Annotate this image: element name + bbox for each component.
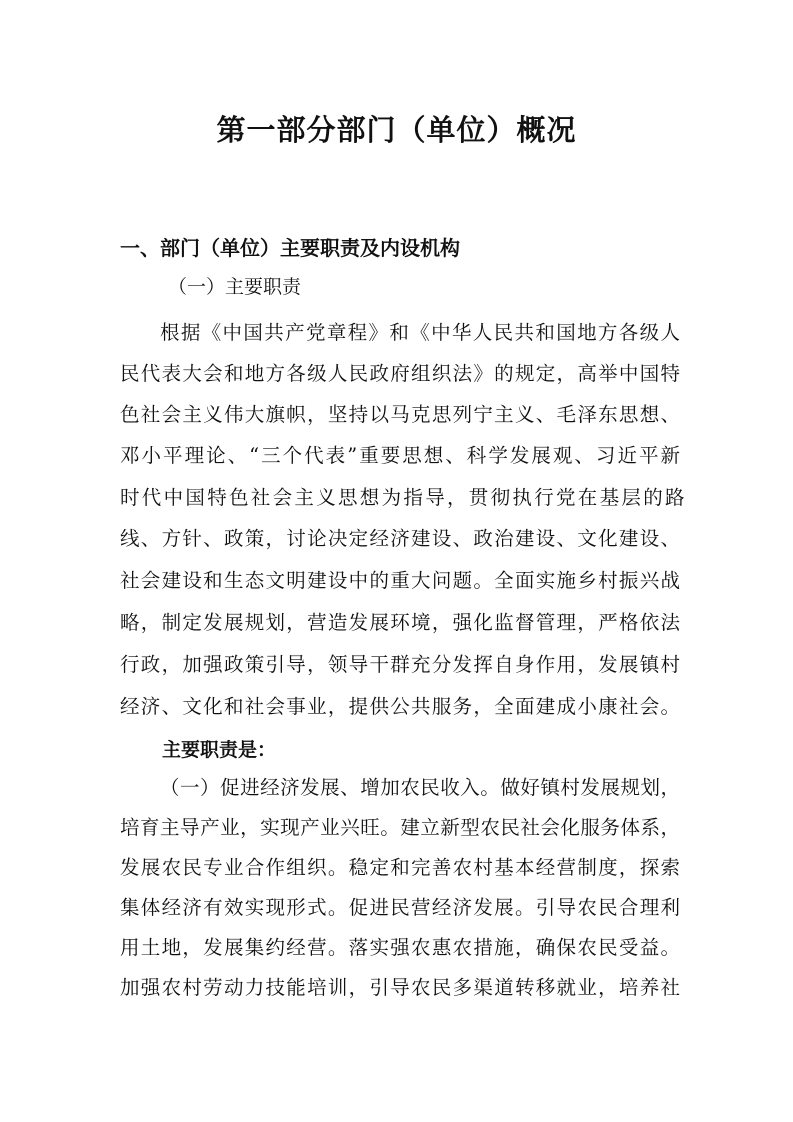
paragraph-line: 行政，加强政策引导，领导干群充分发挥自身作用，发展镇村 — [120, 653, 680, 676]
paragraph-line: 培育主导产业，实现产业兴旺。建立新型农民社会化服务体系， — [120, 816, 680, 839]
paragraph-line: 邓小平理论、“三个代表”重要思想、科学发展观、习近平新 — [120, 444, 680, 467]
paragraph-line: 发展农民专业合作组织。稳定和完善农村基本经营制度，探索 — [120, 856, 680, 879]
subsection-heading: （一）主要职责 — [168, 276, 302, 298]
paragraph-line: 集体经济有效实现形式。促进民营经济发展。引导农民合理利 — [120, 896, 680, 919]
main-duties-label: 主要职责是： — [162, 739, 277, 761]
paragraph-line: 经济、文化和社会事业，提供公共服务，全面建成小康社会。 — [120, 695, 680, 718]
paragraph-line: 用土地，发展集约经营。落实强农惠农措施，确保农民受益。 — [120, 936, 680, 959]
page-title: 第一部分部门（单位）概况 — [216, 113, 577, 147]
paragraph-line: 时代中国特色社会主义思想为指导，贯彻执行党在基层的路 — [120, 486, 687, 509]
paragraph-line: 线、方针、政策，讨论决定经济建设、政治建设、文化建设、 — [120, 527, 680, 550]
paragraph-line: 色社会主义伟大旗帜，坚持以马克思列宁主义、毛泽东思想、 — [120, 403, 680, 426]
paragraph-line: 民代表大会和地方各级人民政府组织法》的规定，高举中国特 — [120, 362, 680, 385]
paragraph-line: 略，制定发展规划，营造发展环境，强化监督管理，严格依法 — [120, 611, 680, 634]
paragraph-line: 社会建设和生态文明建设中的重大问题。全面实施乡村振兴战 — [120, 569, 680, 592]
section-heading: 一、部门（单位）主要职责及内设机构 — [120, 236, 460, 260]
paragraph-line: 加强农村劳动力技能培训，引导农民多渠道转移就业，培养社 — [120, 976, 680, 999]
paragraph-line: （一）促进经济发展、增加农民收入。做好镇村发展规划， — [160, 776, 680, 799]
paragraph-line: 根据《中国共产党章程》和《中华人民共和国地方各级人 — [160, 321, 680, 344]
